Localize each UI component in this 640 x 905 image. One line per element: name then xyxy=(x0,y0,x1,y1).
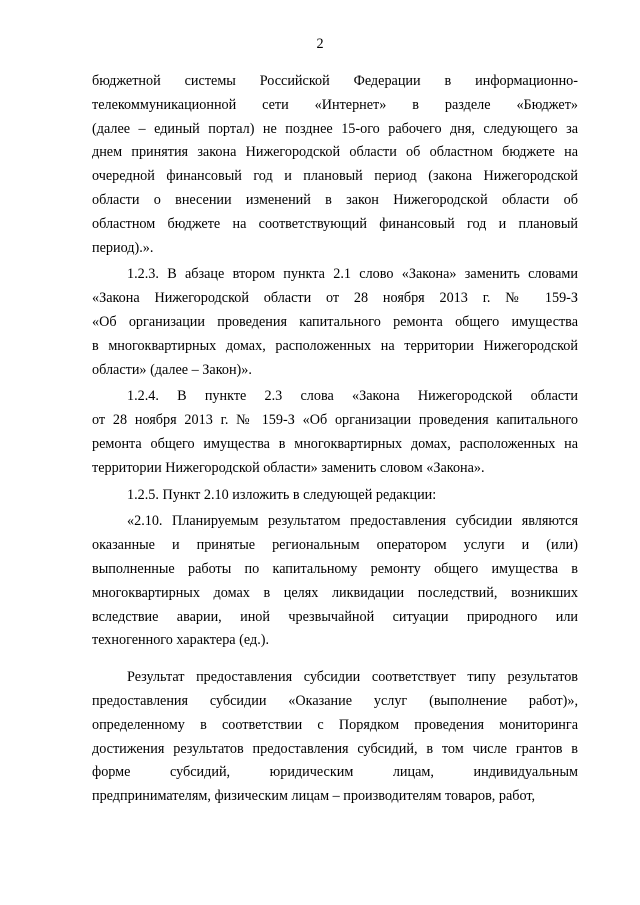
text-line: выполненные работы по капитальному ремонту общего имущества в xyxy=(92,560,578,577)
text-line: в многоквартирных домах, расположенных на территории Нижегородской xyxy=(92,337,578,354)
text-line: «Закона Нижегородской области от 28 ноября 2013 г. № 159-З xyxy=(92,290,578,307)
text-line: определенному в соответствии с Порядком проведения мониторинга xyxy=(92,716,578,733)
page-number: 2 xyxy=(316,36,324,52)
text-line: вследствие аварии, иной чрезвычайной ситуации природного или xyxy=(92,608,578,625)
paragraph xyxy=(92,70,578,260)
text-line: территории Нижегородской области» заменить словом «Закона». xyxy=(92,459,485,476)
text-line: 1.2.4. В пункте 2.3 слова «Закона Нижегородской области xyxy=(127,388,578,405)
text-line: очередной финансовый год и плановый период (закона Нижегородской xyxy=(92,168,578,185)
text-line: областном бюджете на соответствующий финансовый год и плановый xyxy=(92,215,578,232)
paragraph xyxy=(92,666,578,809)
paragraph xyxy=(92,510,578,653)
text-line: области» (далее – Закон)». xyxy=(92,361,252,378)
text-line: «Об организации проведения капитального ремонта общего имущества xyxy=(92,313,578,330)
text-line: днем принятия закона Нижегородской области об областном бюджете на xyxy=(92,144,578,161)
text-line: от 28 ноября 2013 г. № 159-З «Об организации проведения капитального xyxy=(92,412,578,429)
text-line: предоставления субсидии «Оказание услуг (выполнение работ)», xyxy=(92,692,578,709)
text-line: 1.2.3. В абзаце втором пункта 2.1 слово «Закона» заменить словами xyxy=(127,266,578,283)
text-line: бюджетной системы Российской Федерации в информационно- xyxy=(92,73,578,89)
text-line: (далее – единый портал) не позднее 15-ого рабочего дня, следующего за xyxy=(92,120,578,137)
text-line: ремонта общего имущества в многоквартирных домах, расположенных на xyxy=(92,435,578,452)
text-line: многоквартирных домах в целях ликвидации последствий, возникших xyxy=(92,584,578,601)
paragraph xyxy=(92,263,578,382)
text-line: Результат предоставления субсидии соответствует типу результатов xyxy=(127,669,578,686)
document-body xyxy=(92,70,578,812)
text-line: области о внесении изменений в закон Нижегородской области об xyxy=(92,191,578,208)
text-line: 1.2.5. Пункт 2.10 изложить в следующей редакции: xyxy=(127,486,437,503)
text-line: телекоммуникационной сети «Интернет» в разделе «Бюджет» xyxy=(92,96,578,113)
text-line: оказанные и принятые региональным оператором услуги и (или) xyxy=(92,537,578,554)
text-line: форме субсидий, юридическим лицам, индивидуальным xyxy=(92,764,578,781)
text-line: достижения результатов предоставления субсидий, в том числе грантов в xyxy=(92,740,578,757)
text-line: «2.10. Планируемым результатом предоставления субсидии являются xyxy=(127,513,578,530)
paragraph xyxy=(92,484,578,508)
text-line: техногенного характера (ед.). xyxy=(92,632,270,649)
paragraph xyxy=(92,385,578,480)
text-line: период).». xyxy=(92,239,154,256)
text-line: предпринимателям, физическим лицам – производителям товаров, работ, xyxy=(92,788,536,805)
